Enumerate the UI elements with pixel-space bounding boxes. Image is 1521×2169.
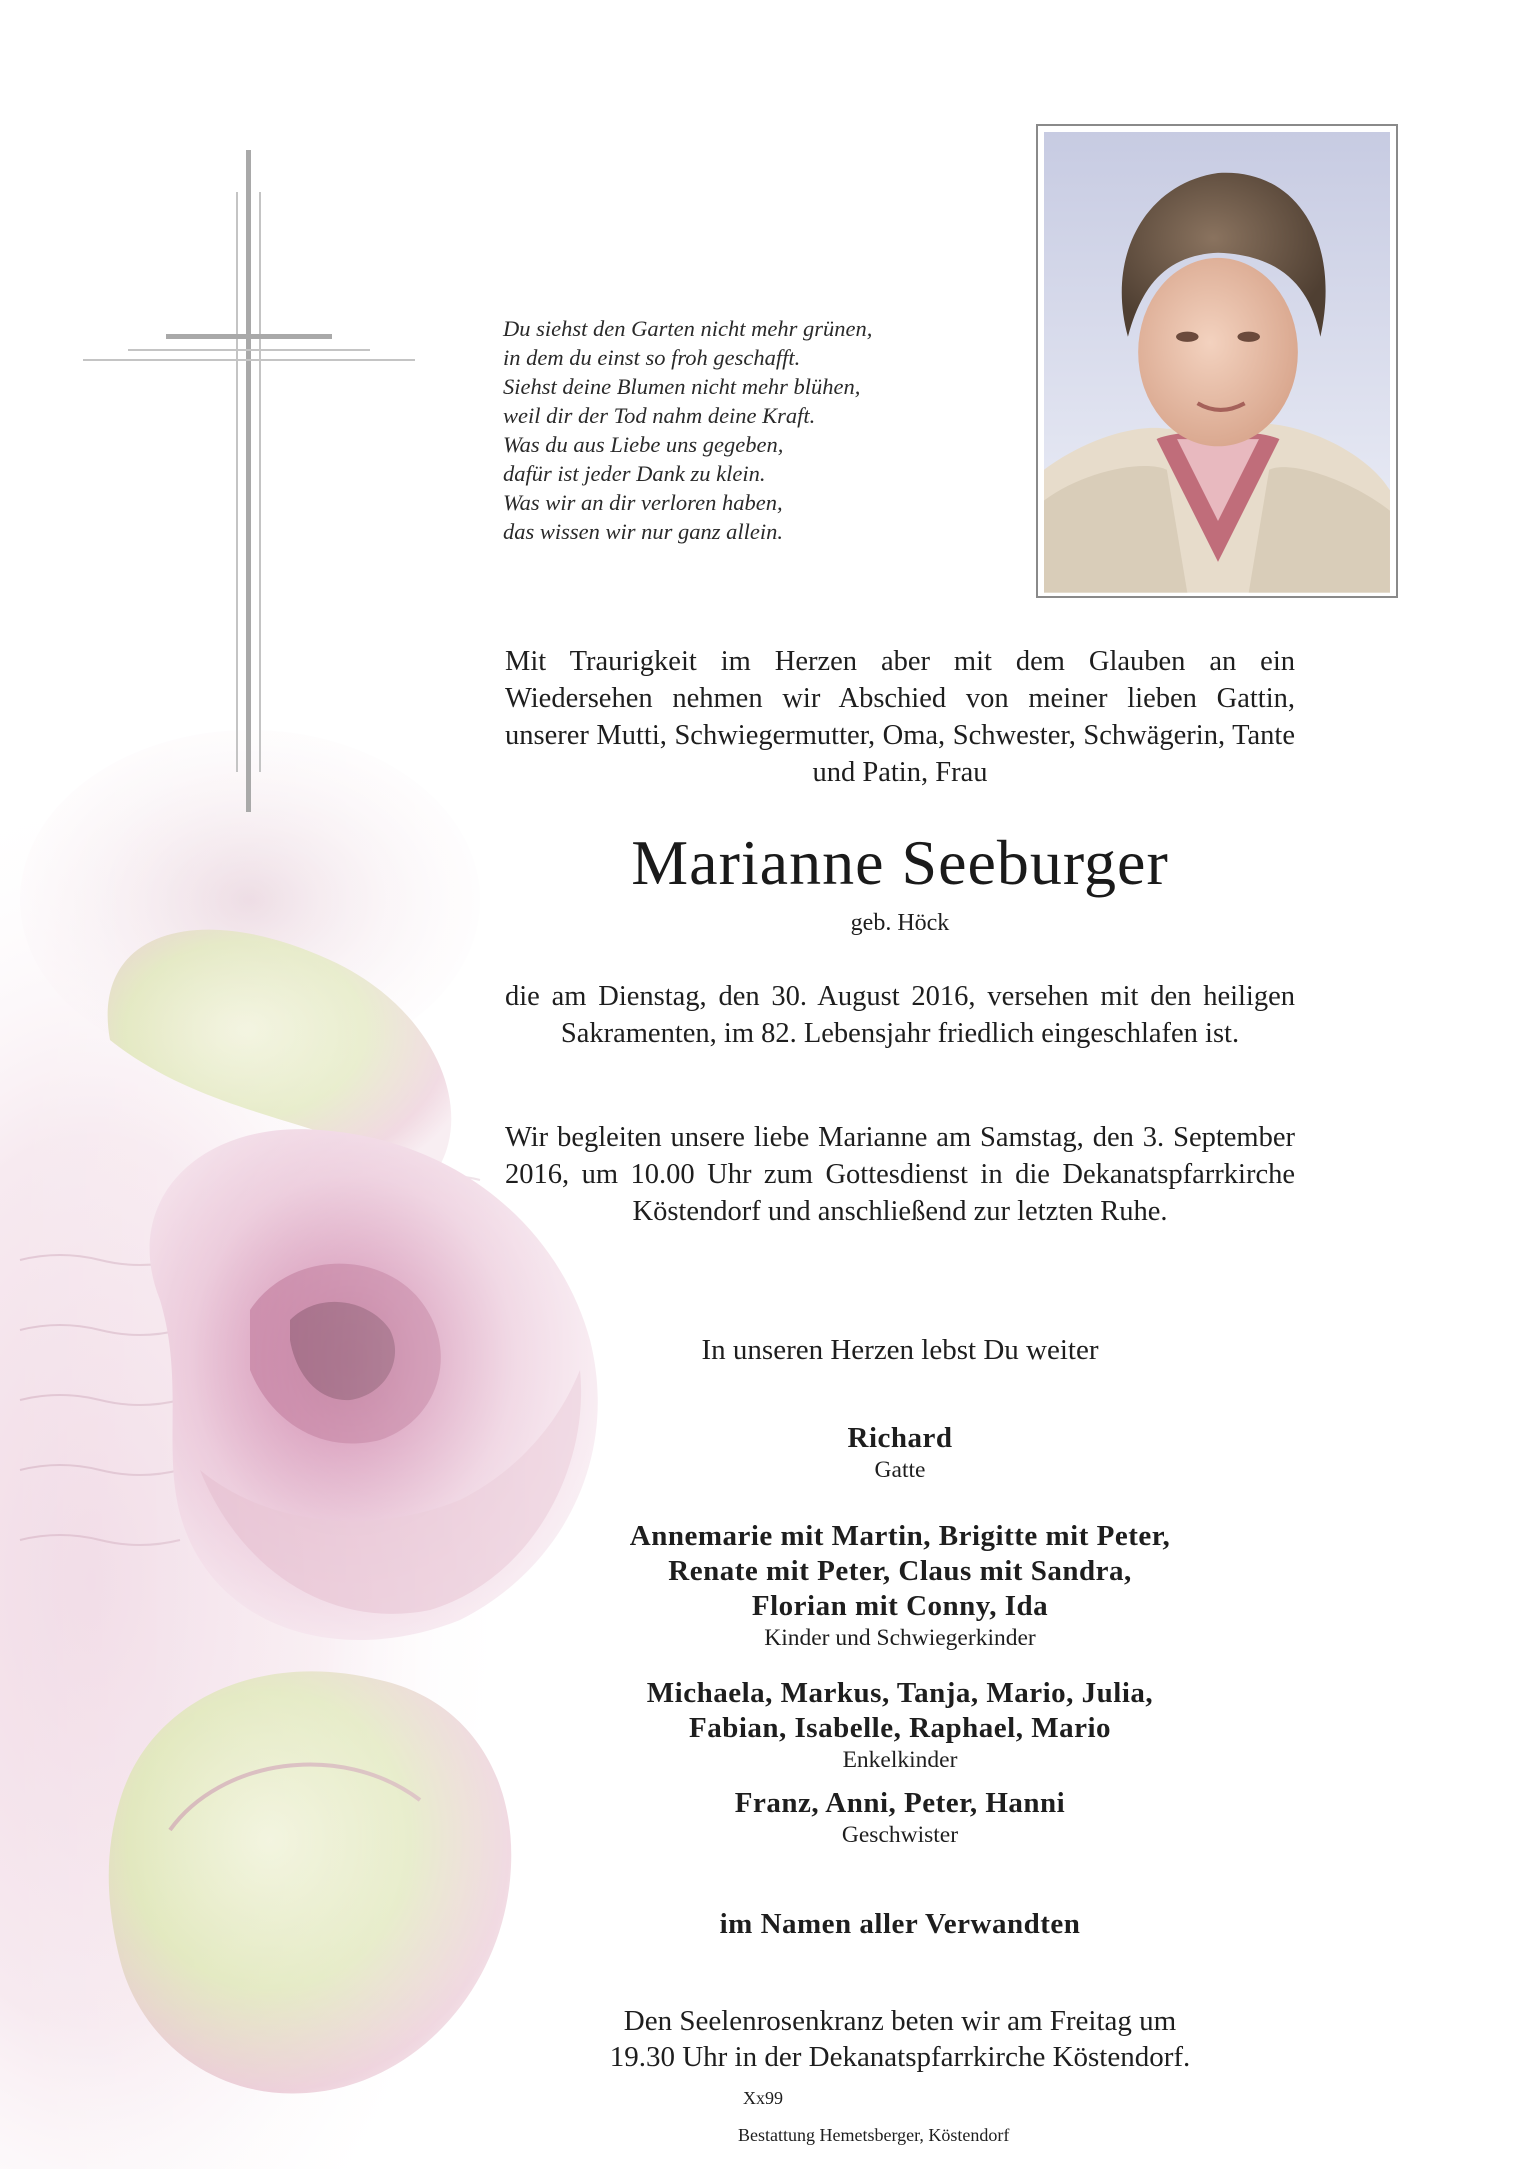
rosary-notice	[505, 2003, 1295, 2075]
closing-line	[505, 1907, 1295, 1942]
mourner-names: Richard	[847, 1422, 953, 1454]
poem-line: in dem du einst so froh geschafft.	[503, 345, 801, 370]
mourner-names: Franz, Anni, Peter, Hanni	[734, 1787, 1066, 1819]
poem-line: dafür ist jeder Dank zu klein.	[503, 461, 766, 486]
rosary-line: Den Seelenrosenkranz beten wir am Freitag um	[623, 2005, 1177, 2037]
undertaker-name: Bestattung Hemetsberger, Köstendorf	[738, 2125, 1010, 2145]
poem-line: weil dir der Tod nahm deine Kraft.	[503, 403, 816, 428]
mourner-relation: Kinder und Schwiegerkinder	[764, 1625, 1036, 1651]
portrait-photo	[1044, 132, 1390, 593]
rosary-line: 19.30 Uhr in der Dekanatspfarrkirche Köstendorf.	[609, 2041, 1191, 2073]
mourner-names: Annemarie mit Martin, Brigitte mit Peter,	[629, 1520, 1171, 1552]
poem-line: Was wir an dir verloren haben,	[503, 490, 783, 515]
mourner-names: Michaela, Markus, Tanja, Mario, Julia,	[646, 1677, 1154, 1709]
mourner-names: Fabian, Isabelle, Raphael, Mario	[688, 1712, 1111, 1744]
mourner-group-grandchildren	[505, 1676, 1295, 1775]
mourner-relation: Enkelkinder	[842, 1747, 958, 1773]
motto: In unseren Herzen lebst Du weiter	[701, 1334, 1099, 1366]
funeral-notice: Wir begleiten unsere liebe Marianne am Samstag, den 3. September 2016, um 10.00 Uhr zum Gottesdienst in die Dekanatspfarrkirche Köstendorf und anschließend zur letzten Ruhe.	[505, 1122, 1295, 1227]
closing-text: im Namen aller Verwandten	[719, 1908, 1081, 1940]
poem-line: Was du aus Liebe uns gegeben,	[503, 432, 784, 457]
mourner-relation: Geschwister	[841, 1822, 959, 1848]
mourner-relation: Gatte	[874, 1457, 926, 1483]
mourner-group-spouse	[505, 1421, 1295, 1485]
mourner-group-siblings	[505, 1786, 1295, 1850]
reference-code: Xx99	[743, 2088, 783, 2108]
poem-line: Du siehst den Garten nicht mehr grünen,	[503, 316, 873, 341]
mourner-names: Florian mit Conny, Ida	[751, 1590, 1049, 1622]
deceased-name: Marianne Seeburger	[631, 827, 1169, 898]
poem-line: das wissen wir nur ganz allein.	[503, 519, 784, 544]
portrait-frame	[1036, 124, 1398, 598]
poem	[503, 314, 1023, 546]
maiden-name: geb. Höck	[850, 910, 950, 936]
mourner-names: Renate mit Peter, Claus mit Sandra,	[668, 1555, 1132, 1587]
poem-line: Siehst deine Blumen nicht mehr blühen,	[503, 374, 861, 399]
intro-text: Mit Traurigkeit im Herzen aber mit dem Glauben an ein Wiedersehen nehmen wir Abschied von meiner lieben Gattin, unserer Mutti, Schwiegermutter, Oma, Schwester, Schwägerin, Tante und Patin, Frau	[505, 646, 1295, 788]
mourner-group-children	[505, 1519, 1295, 1653]
death-notice: die am Dienstag, den 30. August 2016, versehen mit den heiligen Sakramenten, im 82. Lebensjahr friedlich eingeschlafen ist.	[505, 981, 1295, 1049]
